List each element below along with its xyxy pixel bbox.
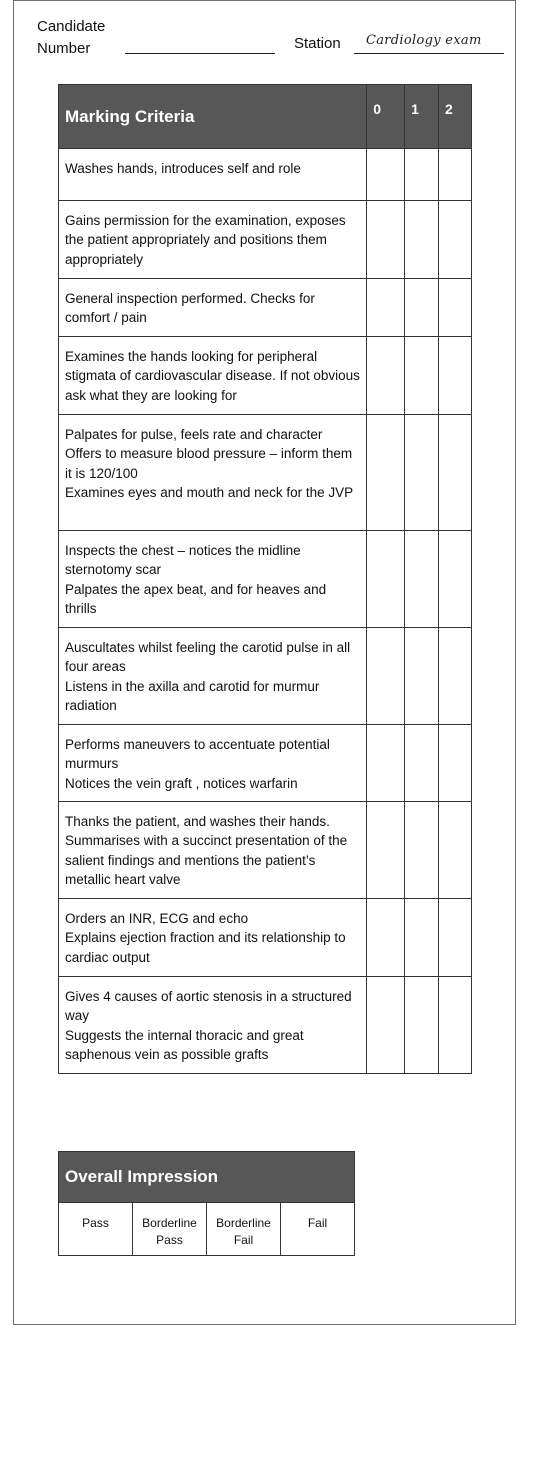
score-box-1[interactable] bbox=[405, 149, 439, 201]
criteria-row bbox=[59, 337, 472, 415]
criteria-line: Examines the hands looking for peripheral stigmata of cardiovascular disease. If not obvious ask what they are looking for bbox=[65, 349, 360, 403]
impression-option-borderline-fail[interactable]: Borderline Fail bbox=[207, 1203, 281, 1256]
score-box-0[interactable] bbox=[367, 899, 405, 977]
criteria-row bbox=[59, 628, 472, 725]
criteria-line: General inspection performed. Checks for comfort / pain bbox=[65, 291, 315, 326]
criteria-line: Palpates the apex beat, and for heaves and thrills bbox=[65, 581, 327, 617]
station-field[interactable] bbox=[354, 53, 504, 54]
criteria-text bbox=[59, 279, 367, 337]
criteria-line: Gives 4 causes of aortic stenosis in a structured way bbox=[65, 989, 352, 1024]
criteria-row bbox=[59, 201, 472, 279]
criteria-text bbox=[59, 415, 367, 531]
overall-impression-options bbox=[59, 1203, 355, 1256]
score-box-2[interactable] bbox=[439, 279, 472, 337]
criteria-line: Suggests the internal thoracic and great saphenous vein as possible grafts bbox=[65, 1027, 304, 1063]
score-box-1[interactable] bbox=[405, 977, 439, 1074]
score-box-1[interactable] bbox=[405, 725, 439, 802]
criteria-text bbox=[59, 977, 367, 1074]
score-box-2[interactable] bbox=[439, 201, 472, 279]
score-box-1[interactable] bbox=[405, 279, 439, 337]
criteria-text bbox=[59, 531, 367, 628]
candidate-number-field[interactable] bbox=[125, 53, 275, 54]
criteria-text bbox=[59, 337, 367, 415]
score-box-1[interactable] bbox=[405, 337, 439, 415]
criteria-row bbox=[59, 802, 472, 899]
criteria-line: Performs maneuvers to accentuate potential murmurs bbox=[65, 737, 330, 772]
criteria-line: Thanks the patient, and washes their hands. Summarises with a succinct presentation of the salient findings and mentions the patient’s metallic heart valve bbox=[65, 814, 348, 888]
criteria-line: Explains ejection fraction and its relationship to cardiac output bbox=[65, 930, 346, 965]
score-box-0[interactable] bbox=[367, 628, 405, 725]
criteria-line: Listens in the axilla and carotid for murmur radiation bbox=[65, 678, 320, 714]
score-box-0[interactable] bbox=[367, 802, 405, 899]
criteria-text bbox=[59, 149, 367, 201]
score-box-2[interactable] bbox=[439, 628, 472, 725]
candidate-number-label: Candidate Number bbox=[37, 18, 106, 57]
score-box-2[interactable] bbox=[439, 977, 472, 1074]
score-box-0[interactable] bbox=[367, 977, 405, 1074]
score-box-0[interactable] bbox=[367, 725, 405, 802]
criteria-row bbox=[59, 531, 472, 628]
criteria-line: Palpates for pulse, feels rate and character bbox=[65, 427, 323, 442]
station-value: Cardiology exam bbox=[366, 33, 482, 48]
score-box-1[interactable] bbox=[405, 201, 439, 279]
impression-option-borderline-pass[interactable]: Borderline Pass bbox=[133, 1203, 207, 1256]
criteria-line: Orders an INR, ECG and echo bbox=[65, 911, 249, 926]
criteria-text bbox=[59, 201, 367, 279]
score-box-2[interactable] bbox=[439, 149, 472, 201]
criteria-line: Auscultates whilst feeling the carotid pulse in all four areas bbox=[65, 640, 351, 675]
score-box-2[interactable] bbox=[439, 802, 472, 899]
score-header-0: 0 bbox=[367, 85, 405, 149]
score-box-2[interactable] bbox=[439, 531, 472, 628]
impression-option-pass[interactable]: Pass bbox=[59, 1203, 133, 1256]
score-header-2: 2 bbox=[439, 85, 472, 149]
score-box-0[interactable] bbox=[367, 415, 405, 531]
marking-criteria-table bbox=[58, 84, 472, 1074]
marking-criteria-title: Marking Criteria bbox=[59, 85, 367, 149]
criteria-row bbox=[59, 899, 472, 977]
criteria-row bbox=[59, 725, 472, 802]
score-box-1[interactable] bbox=[405, 531, 439, 628]
criteria-text bbox=[59, 725, 367, 802]
score-box-0[interactable] bbox=[367, 149, 405, 201]
score-header-1: 1 bbox=[405, 85, 439, 149]
marking-criteria-header bbox=[59, 85, 472, 149]
criteria-text bbox=[59, 802, 367, 899]
score-box-1[interactable] bbox=[405, 628, 439, 725]
criteria-line: Gains permission for the examination, exposes the patient appropriately and positions them appropriately bbox=[65, 213, 346, 267]
criteria-row bbox=[59, 279, 472, 337]
criteria-line: Washes hands, introduces self and role bbox=[65, 161, 301, 176]
score-box-1[interactable] bbox=[405, 415, 439, 531]
score-box-2[interactable] bbox=[439, 725, 472, 802]
score-box-0[interactable] bbox=[367, 337, 405, 415]
criteria-text bbox=[59, 899, 367, 977]
overall-impression-title: Overall Impression bbox=[59, 1152, 355, 1203]
overall-impression-header bbox=[59, 1152, 355, 1203]
score-box-2[interactable] bbox=[439, 415, 472, 531]
score-box-2[interactable] bbox=[439, 337, 472, 415]
criteria-line: Offers to measure blood pressure – inform them it is 120/100 bbox=[65, 446, 353, 481]
criteria-line: Inspects the chest – notices the midline sternotomy scar bbox=[65, 543, 301, 578]
criteria-row bbox=[59, 415, 472, 531]
score-box-1[interactable] bbox=[405, 802, 439, 899]
score-box-0[interactable] bbox=[367, 201, 405, 279]
criteria-row bbox=[59, 149, 472, 201]
criteria-line: Examines eyes and mouth and neck for the JVP bbox=[65, 485, 354, 501]
criteria-line: Notices the vein graft , notices warfarin bbox=[65, 775, 298, 791]
score-box-0[interactable] bbox=[367, 531, 405, 628]
impression-option-fail[interactable]: Fail bbox=[281, 1203, 355, 1256]
overall-impression-table bbox=[58, 1151, 355, 1256]
score-box-1[interactable] bbox=[405, 899, 439, 977]
station-label: Station bbox=[294, 35, 341, 52]
score-box-0[interactable] bbox=[367, 279, 405, 337]
criteria-row bbox=[59, 977, 472, 1074]
score-box-2[interactable] bbox=[439, 899, 472, 977]
criteria-text bbox=[59, 628, 367, 725]
